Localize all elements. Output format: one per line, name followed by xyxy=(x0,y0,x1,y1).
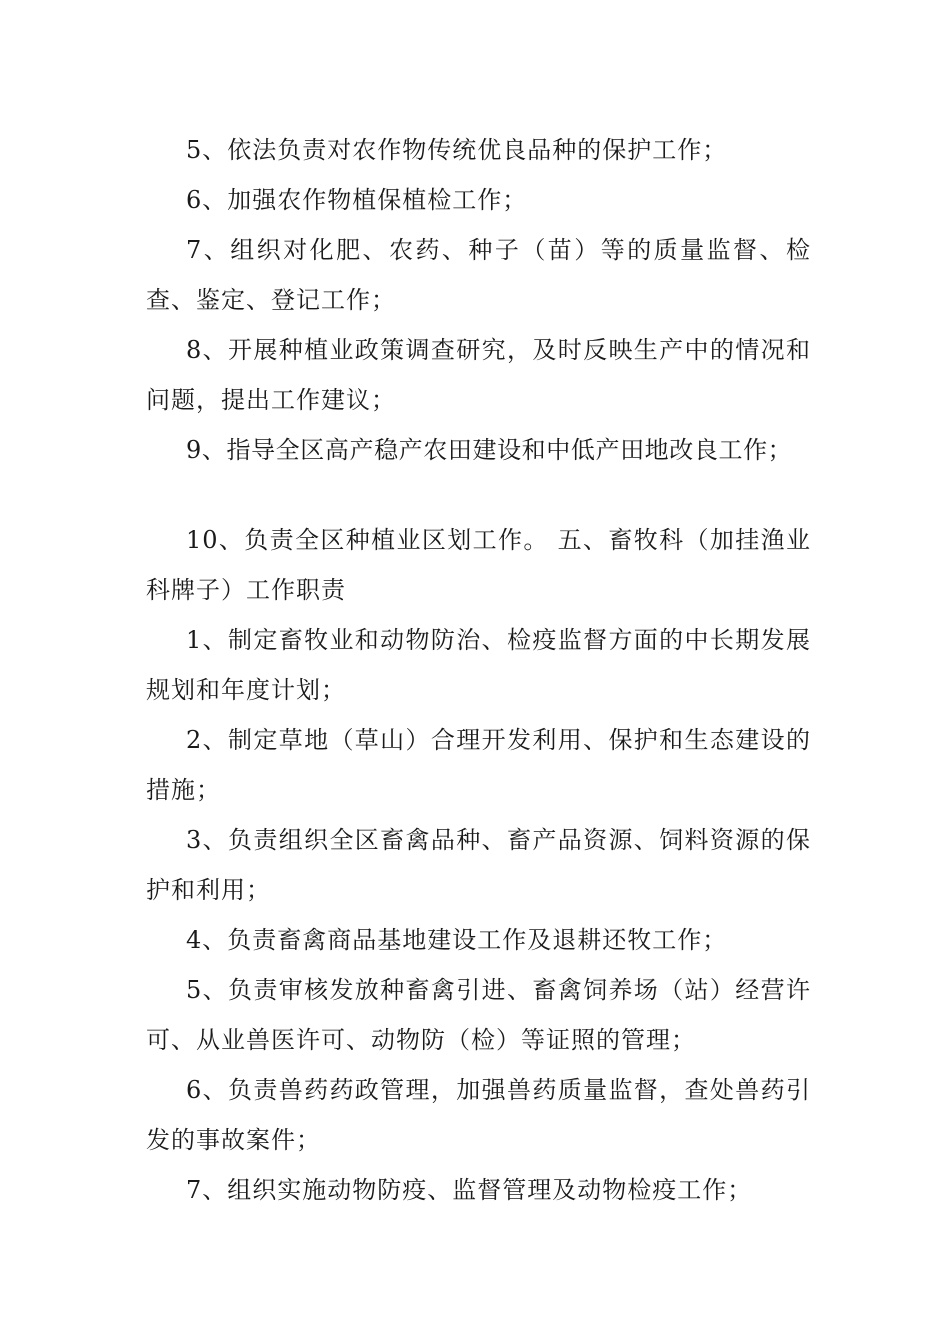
paragraph-7-quality-supervision: 7、组织对化肥、农药、种子（苗）等的质量监督、检查、鉴定、登记工作； xyxy=(146,236,811,314)
paragraph-6-veterinary-drugs: 6、负责兽药药政管理，加强兽药质量监督，查处兽药引发的事故案件； xyxy=(146,1076,811,1154)
paragraph-6-plant-protection: 6、加强农作物植保植检工作； xyxy=(186,186,528,214)
paragraph-10-zoning-and-section-heading: 10、负责全区种植业区划工作。 五、畜牧科（加挂渔业科牌子）工作职责 xyxy=(146,526,811,604)
paragraph-9-farmland-construction: 9、指导全区高产稳产农田建设和中低产田地改良工作； xyxy=(186,436,793,464)
paragraph-5-licensing: 5、负责审核发放种畜禽引进、畜禽饲养场（站）经营许可、从业兽医许可、动物防（检）等证照的管理； xyxy=(146,976,811,1054)
paragraph-4-commodity-base: 4、负责畜禽商品基地建设工作及退耕还牧工作； xyxy=(186,926,728,954)
paragraph-3-resource-protection: 3、负责组织全区畜禽品种、畜产品资源、饲料资源的保护和利用； xyxy=(146,826,811,904)
paragraph-gap xyxy=(146,475,811,515)
document-body xyxy=(146,125,811,1215)
paragraph-2-grassland-measures: 2、制定草地（草山）合理开发利用、保护和生态建设的措施； xyxy=(146,726,811,804)
paragraph-1-livestock-planning: 1、制定畜牧业和动物防治、检疫监督方面的中长期发展规划和年度计划； xyxy=(146,626,811,704)
paragraph-7-epidemic-prevention: 7、组织实施动物防疫、监督管理及动物检疫工作； xyxy=(186,1176,753,1204)
paragraph-8-policy-research: 8、开展种植业政策调查研究，及时反映生产中的情况和问题，提出工作建议； xyxy=(146,336,811,414)
paragraph-5-variety-protection: 5、依法负责对农作物传统优良品种的保护工作； xyxy=(186,136,728,164)
